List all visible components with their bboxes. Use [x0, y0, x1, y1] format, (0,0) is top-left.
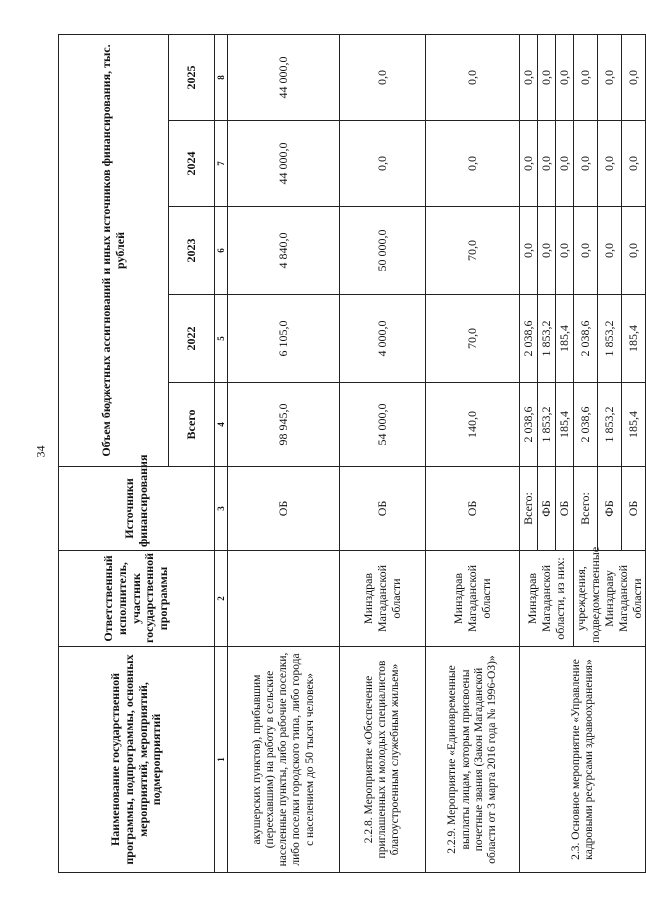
row-source: ОБ	[556, 467, 574, 551]
row-value-2023: 0,0	[622, 207, 646, 295]
group-responsible: учреждения, подведомственные Минздраву Магаданской области	[574, 551, 646, 647]
row-value-2024: 0,0	[556, 121, 574, 207]
row-value-2024: 44 000,0	[228, 121, 340, 207]
row-value-2024: 0,0	[538, 121, 556, 207]
column-number: 8	[215, 34, 228, 120]
row-value-total: 1 853,2	[538, 383, 556, 467]
row-value-2024: 0,0	[598, 121, 622, 207]
row-name: 2.2.9. Мероприятие «Единовременные выплаты лицам, которым присвоены почетные звания (Закон Магаданской области от 3 марта 2016 года № 1996-ОЗ)»	[426, 647, 520, 873]
row-value-2024: 0,0	[340, 121, 426, 207]
page-number: 34	[33, 445, 48, 458]
row-source: ОБ	[426, 467, 520, 551]
table-row	[426, 34, 520, 872]
row-source: ФБ	[538, 467, 556, 551]
row-value-total: 185,4	[622, 383, 646, 467]
row-value-total: 140,0	[426, 383, 520, 467]
row-value-2023: 0,0	[538, 207, 556, 295]
row-value-2022: 4 000,0	[340, 295, 426, 383]
table-row	[520, 34, 538, 872]
row-name: 2.2.8. Мероприятие «Обеспечение приглашенных и молодых специалистов благоустроенным служебным жильем»	[340, 647, 426, 873]
row-value-2023: 4 840,0	[228, 207, 340, 295]
column-number: 5	[215, 295, 228, 383]
row-value-2023: 0,0	[598, 207, 622, 295]
row-value-total: 1 853,2	[598, 383, 622, 467]
row-value-2023: 70,0	[426, 207, 520, 295]
row-value-2025: 0,0	[574, 34, 598, 120]
row-value-2025: 44 000,0	[228, 34, 340, 120]
row-source: Всего:	[520, 467, 538, 551]
header-year: 2023	[169, 207, 215, 295]
row-value-2025: 0,0	[622, 34, 646, 120]
header-year: 2024	[169, 121, 215, 207]
column-number: 3	[215, 467, 228, 551]
table-row	[340, 34, 426, 872]
row-value-2022: 2 038,6	[520, 295, 538, 383]
row-value-total: 98 945,0	[228, 383, 340, 467]
column-number: 6	[215, 207, 228, 295]
row-value-2025: 0,0	[340, 34, 426, 120]
row-value-2025: 0,0	[426, 34, 520, 120]
row-value-total: 2 038,6	[520, 383, 538, 467]
row-value-2022: 70,0	[426, 295, 520, 383]
row-value-2022: 1 853,2	[538, 295, 556, 383]
row-value-2024: 0,0	[520, 121, 538, 207]
row-source: ОБ	[228, 467, 340, 551]
row-value-2023: 0,0	[520, 207, 538, 295]
row-value-2025: 0,0	[538, 34, 556, 120]
row-value-2022: 2 038,6	[574, 295, 598, 383]
row-value-2022: 1 853,2	[598, 295, 622, 383]
row-value-2023: 0,0	[574, 207, 598, 295]
column-number: 7	[215, 121, 228, 207]
budget-table	[58, 34, 646, 873]
row-source: ФБ	[598, 467, 622, 551]
row-value-total: 54 000,0	[340, 383, 426, 467]
row-source: ОБ	[340, 467, 426, 551]
row-value-total: 185,4	[556, 383, 574, 467]
row-value-2025: 0,0	[520, 34, 538, 120]
row-name: акушерских пунктов), прибывшим (переехавшим) на работу в сельские населенные пункты, либо рабочие поселки, либо поселки городского типа, либо города с населением до 50 тысяч человек»	[228, 647, 340, 873]
column-number: 4	[215, 383, 228, 467]
row-value-2025: 0,0	[598, 34, 622, 120]
group-responsible: Минздрав Магаданской области, из них:	[520, 551, 574, 647]
header-source: Источники финансирования	[59, 467, 215, 551]
header-year: 2022	[169, 295, 215, 383]
row-value-2023: 50 000,0	[340, 207, 426, 295]
row-responsible: Минздрав Магаданской области	[340, 551, 426, 647]
row-responsible	[228, 551, 340, 647]
row-value-2023: 0,0	[556, 207, 574, 295]
header-name: Наименование государственной программы, подпрограммы, основных мероприятий, мероприятий, подмероприятий	[59, 647, 215, 873]
row-value-2022: 185,4	[556, 295, 574, 383]
row-value-2024: 0,0	[426, 121, 520, 207]
table-row	[228, 34, 340, 872]
row-source: Всего:	[574, 467, 598, 551]
row-value-2024: 0,0	[622, 121, 646, 207]
row-value-2022: 6 105,0	[228, 295, 340, 383]
header-budget: Объем бюджетных ассигнований и иных источников финансирования, тыс. рублей	[59, 34, 169, 466]
header-responsible: Ответственный исполнитель, участник государственной программы	[59, 551, 215, 647]
column-number: 2	[215, 551, 228, 647]
header-year: 2025	[169, 34, 215, 120]
group-name: 2.3. Основное мероприятие «Управление кадровыми ресурсами здравоохранения»	[520, 647, 646, 873]
column-numbers-row	[215, 34, 228, 872]
row-value-2025: 0,0	[556, 34, 574, 120]
row-value-total: 2 038,6	[574, 383, 598, 467]
row-value-2022: 185,4	[622, 295, 646, 383]
header-row	[59, 34, 169, 872]
row-value-2024: 0,0	[574, 121, 598, 207]
column-number: 1	[215, 647, 228, 873]
rotated-table-wrapper	[58, 35, 644, 873]
row-source: ОБ	[622, 467, 646, 551]
header-total: Всего	[169, 383, 215, 467]
row-responsible: Минздрав Магаданской области	[426, 551, 520, 647]
